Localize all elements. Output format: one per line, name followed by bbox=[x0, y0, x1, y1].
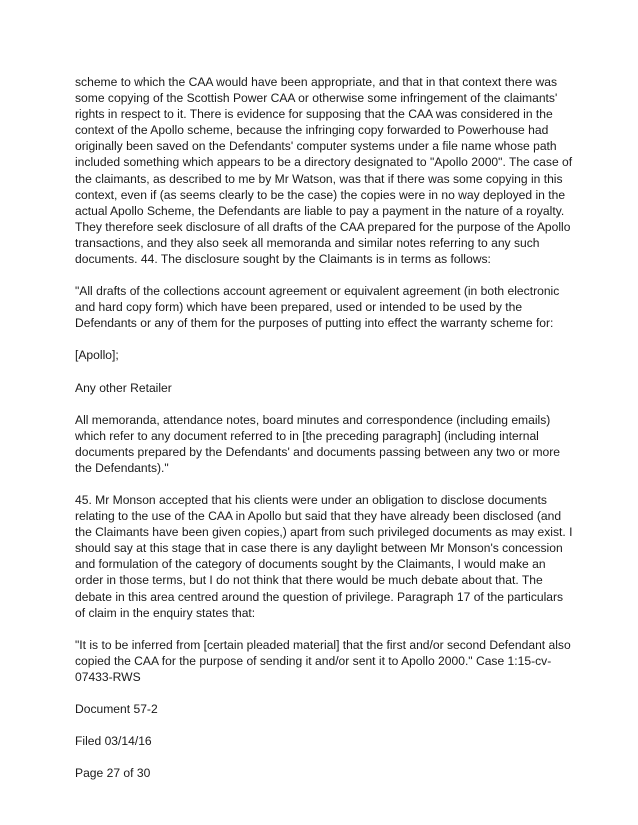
paragraph-45: 45. Mr Monson accepted that his clients were under an obligation to disclose documents relating to the use of the CAA in Apollo but said that they have already been disclosed (and the Claimants have been given copies,) apart from such privileged documents as may exist. I should say at this stage that in case there is any daylight between Mr Monson's concession and formulation of the category of documents sought by the Claimants, I would make an order in those terms, but I do not think that there would be much debate about that. The debate in this area centred around the question of privilege. Paragraph 17 of the particulars of claim in the enquiry states that: bbox=[75, 492, 573, 620]
paragraph-list-item-apollo: [Apollo]; bbox=[75, 348, 119, 363]
document-page bbox=[75, 74, 575, 797]
paragraph-list-item-retailer: Any other Retailer bbox=[75, 380, 172, 395]
page-number: Page 27 of 30 bbox=[75, 766, 151, 781]
paragraph-memoranda: All memoranda, attendance notes, board minutes and correspondence (including emails) which refer to any document referred to in [the preceding paragraph] (including internal documents prepared by the Defendants' and documents passing between any two or more the Defendants)." bbox=[75, 412, 561, 475]
paragraph-continuation: scheme to which the CAA would have been appropriate, and that in that context there was some copying of the Scottish Power CAA or otherwise some infringement of the claimants' rights in respect to it. There is evidence for supposing that the CAA was considered in the context of the Apollo scheme, because the infringing copy forwarded to Powerhouse had originally been saved on the Defendants' computer systems under a file name whose path included something which appears to be a directory designated to "Apollo 2000". The case of the claimants, as described to me by Mr Watson, was that if there was some copying in this context, even if (as seems clearly to be the case) the copies were in no way deployed in the actual Apollo Scheme, the Defendants are liable to pay a payment in the nature of a royalty. They therefore seek disclosure of all drafts of the CAA prepared for the purpose of the Apollo transactions, and they also seek all memoranda and similar notes referring to any such documents. 44. The disclosure sought by the Claimants is in terms as follows: bbox=[75, 75, 573, 267]
paragraph-quote-intro: "All drafts of the collections account agreement or equivalent agreement (in both electronic and hard copy form) which have been prepared, used or intended to be used by the Defendants or any of them for the purposes of putting into effect the warranty scheme for: bbox=[75, 284, 560, 331]
filed-date: Filed 03/14/16 bbox=[75, 734, 152, 749]
paragraph-inferred-quote: "It is to be inferred from [certain pleaded material] that the first and/or second Defendant also copied the CAA for the purpose of sending it and/or sent it to Apollo 2000." Case 1:15-cv-07433-RWS bbox=[75, 637, 571, 684]
document-number: Document 57-2 bbox=[75, 702, 158, 716]
